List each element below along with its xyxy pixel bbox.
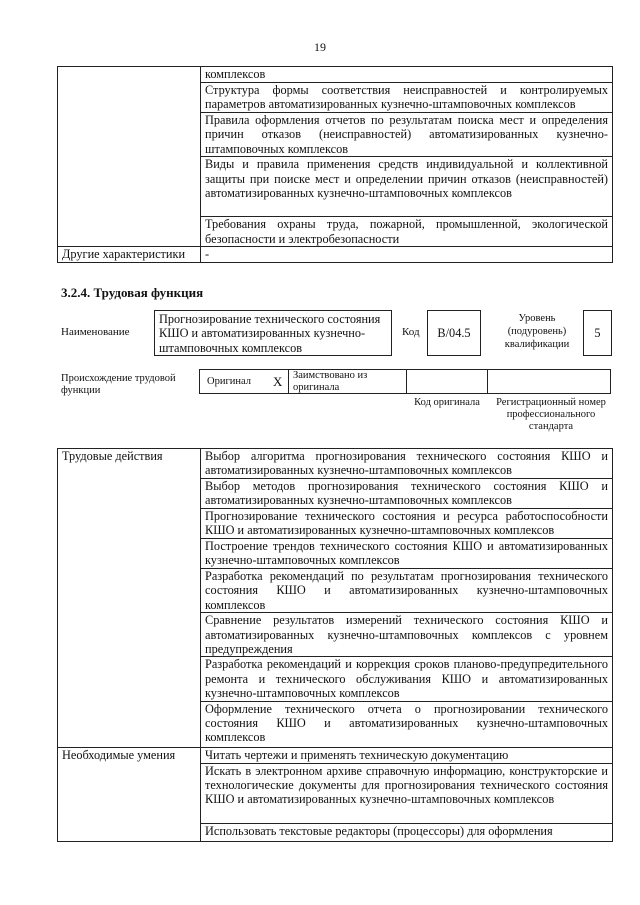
origin-label: Происхождение трудовой функции [61,373,176,396]
table-row: Оформление технического отчета о прогнозировании технического состояния КШО и автоматизированных кузнечно-штамповочных комплексов [201,701,613,747]
level-box [583,310,612,356]
table-row: Разработка рекомендаций по результатам прогнозирования технического состояния КШО и автоматизированных кузнечно-штамповочных комплексов [201,569,613,613]
table-row: Сравнение результатов измерений технического состояния КШО и автоматизированных кузнечно-штамповочных комплексов с уровнем предупреждения [201,613,613,657]
table-left-cell-empty [58,67,201,247]
table-row: Виды и правила применения средств индивидуальной и коллективной защиты при поиске мест и определении причин отказов (неисправностей) автоматизированных кузнечно-штамповочных комплексов [201,157,613,217]
level-label: Уровень (подуровень) квалификации [504,313,570,350]
origin-divider [487,370,488,393]
name-label: Наименование [61,326,130,338]
page-number: 19 [314,40,326,54]
table-row: Выбор алгоритма прогнозирования технического состояния КШО и автоматизированных кузнечно-штамповочных комплексов [201,449,613,479]
table-row: Искать в электронном архиве справочную информацию, конструкторские и технологические документы для прогнозирования технического состояния КШО и автоматизированных кузнечно-штамповочных комплексов [201,763,613,823]
table-row: Структура формы соответствия неисправностей и контролируемых параметров автоматизированных кузнечно-штамповочных комплексов [201,83,613,113]
original-mark: X [273,374,283,389]
actions-table [57,448,613,842]
origin-divider [288,370,289,393]
original-label: Оригинал [207,376,251,387]
function-name-value: Прогнозирование технического состояния КШО и автоматизированных кузнечно-штамповочных комплексов [159,312,381,355]
other-characteristics-label: Другие характеристики [58,247,201,263]
code-label: Код [402,326,420,338]
table-row: Выбор методов прогнозирования технического состояния КШО и автоматизированных кузнечно-штамповочных комплексов [201,479,613,509]
borrowed-label: Заимствовано из оригинала [293,370,368,393]
table-row: Читать чертежи и применять техническую документацию [201,747,613,763]
code-original-label: Код оригинала [414,397,480,408]
reg-number-label: Регистрационный номер профессионального стандарта [496,397,606,432]
origin-divider [406,370,407,393]
table-row: Требования охраны труда, пожарной, промышленной, экологической безопасности и электробезопасности [201,217,613,247]
table-row: Использовать текстовые редакторы (процессоры) для оформления [201,823,613,841]
level-value: 5 [594,326,601,340]
table-row: Правила оформления отчетов по результатам поиска мест и определения причин отказов (неисправностей) автоматизированных кузнечно-штамповочных комплексов [201,113,613,157]
knowledge-table [57,66,613,263]
table-row: Построение трендов технического состояния КШО и автоматизированных кузнечно-штамповочных комплексов [201,539,613,569]
code-value: B/04.5 [437,326,471,340]
actions-label: Трудовые действия [58,449,201,748]
table-row: Разработка рекомендаций и коррекция сроков планово-предупредительного ремонта и технического обслуживания КШО и автоматизированных кузнечно-штамповочных комплексов [201,657,613,701]
code-box [427,310,481,356]
function-name-box [154,310,392,356]
origin-box [199,369,611,394]
skills-label: Необходимые умения [58,747,201,841]
section-title: 3.2.4. Трудовая функция [61,285,204,300]
table-row: Прогнозирование технического состояния и ресурса работоспособности КШО и автоматизированных кузнечно-штамповочных комплексов [201,509,613,539]
table-row: комплексов [201,67,613,83]
other-characteristics-value: - [201,247,613,263]
